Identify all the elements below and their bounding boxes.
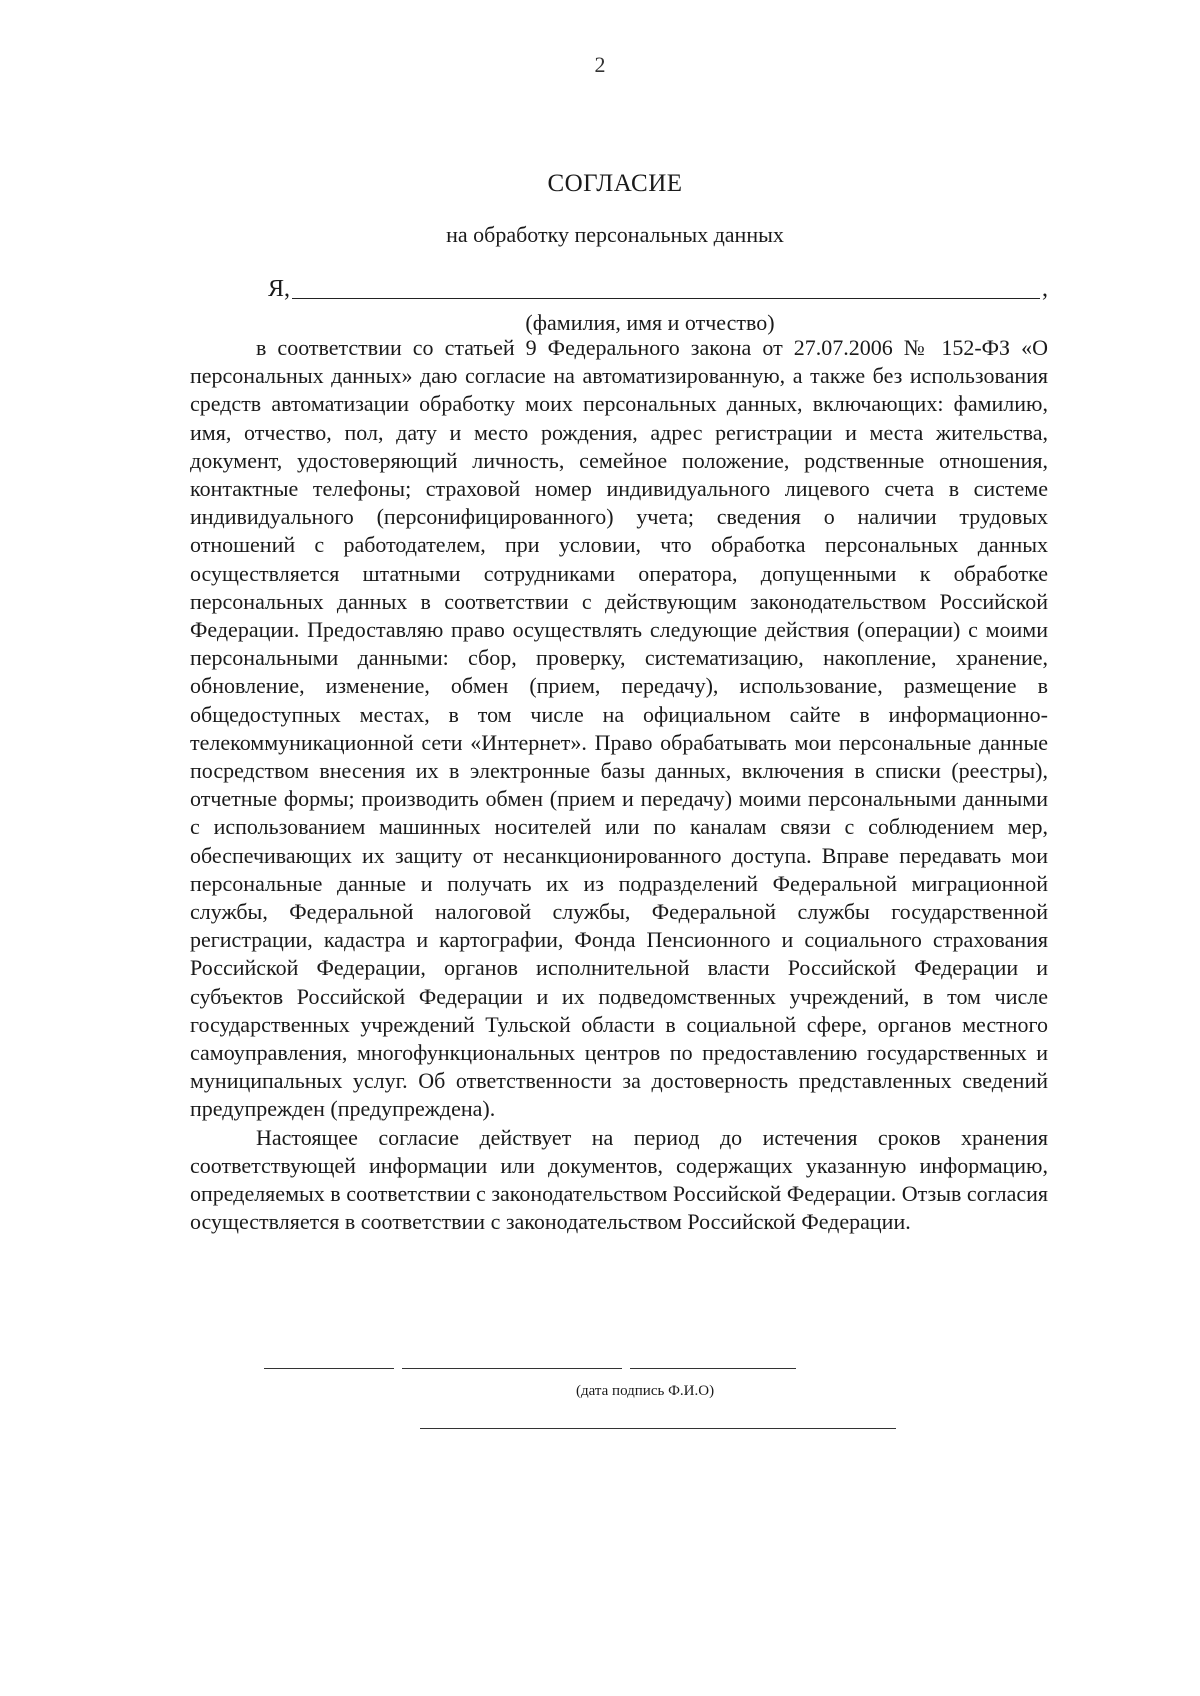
page-number: 2 — [594, 52, 606, 77]
name-line-prefix: Я, — [268, 276, 291, 302]
consent-paragraph-1: в соответствии со статьей 9 Федерального закона от 27.07.2006 № 152-ФЗ «О персональных данных» даю согласие на автоматизированную, а также без использования средств автоматизации обработку моих персональных данных, включающих: фамилию, имя, отчество, пол, дату и место рождения, адрес регистрации и места жительства, документ, удостоверяющий личность, семейное положение, родственные отношения, контактные телефоны; страховой номер индивидуального лицевого счета в системе индивидуального (персонифицированного) учета; сведения о наличии трудовых отношений с работодателем, при условии, что обработка персональных данных осуществляется штатными сотрудниками оператора, допущенными к обработке персональных данных в соответствии с действующим законодательством Российской Федерации. Предоставляю право осуществлять следующие действия (операции) с моими персональными данными: сбор, проверку, систематизацию, накопление, хранение, обновление, изменение, обмен (прием, передачу), использование, размещение в общедоступных местах, в том числе на официальном сайте в информационно-телекоммуникационной сети «Интернет». Право обрабатывать мои персональные данные посредством внесения их в электронные базы данных, включения в списки (реестры), отчетные формы; производить обмен (прием и передачу) моими персональными данными с использованием машинных носителей или по каналам связи с соблюдением мер, обеспечивающих их защиту от несанкционированного доступа. Вправе передавать мои персональные данные и получать их из подразделений Федеральной миграционной службы, Федеральной налоговой службы, Федеральной службы государственной регистрации, кадастра и картографии, Фонда Пенсионного и социального страхования Российской Федерации, органов исполнительной власти Российской Федерации и субъектов Российской Федерации и их подведомственных учреждений, в том числе государственных учреждений Тульской области в социальной сфере, органов местного самоуправления, многофункциональных центров по предоставлению государственных и муниципальных услуг. Об ответственности за достоверность представленных сведений предупрежден (предупреждена). — [190, 335, 1048, 1122]
signature-blank-line — [402, 1368, 622, 1369]
consent-body — [190, 334, 1048, 1237]
date-blank-line — [264, 1368, 394, 1369]
signature-caption: (дата подпись Ф.И.О) — [576, 1383, 715, 1399]
document-title: СОГЛАСИЕ — [547, 170, 683, 197]
consent-paragraph-2: Настоящее согласие действует на период до истечения сроков хранения соответствующей информации или документов, содержащих указанную информацию, определяемых в соответствии с законодательством Российской Федерации. Отзыв согласия осуществляется в соответствии с законодательством Российской Федерации. — [190, 1124, 1048, 1235]
name-line-suffix: , — [1042, 276, 1048, 302]
document-subtitle: на обработку персональных данных — [446, 222, 784, 247]
full-name-blank-line — [630, 1368, 796, 1369]
name-hint: (фамилия, имя и отчество) — [525, 310, 775, 335]
name-blank-line — [292, 276, 1040, 299]
bottom-blank-line — [420, 1428, 896, 1429]
name-line — [268, 276, 1048, 303]
signature-lines — [264, 1368, 804, 1388]
